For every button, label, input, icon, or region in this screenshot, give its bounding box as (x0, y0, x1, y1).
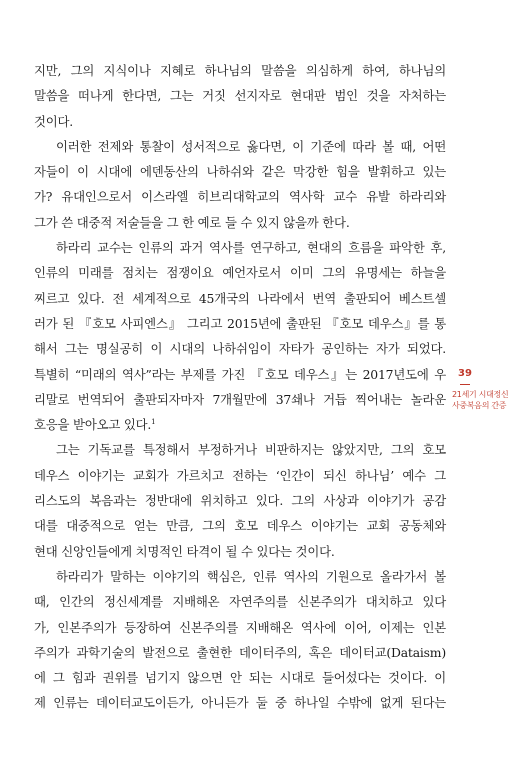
page-number: 39 (458, 368, 472, 379)
text-line: 자들이 이 시대에 에덴동산의 나하쉬와 같은 막강한 힘을 발휘하고 있는 (34, 164, 446, 180)
text-line: 에 그 힘과 권위를 넘기지 않으면 안 되는 시대로 들어섰다는 것이다. 이 (34, 670, 446, 686)
text-line: 때, 인간의 정신세계를 지배해온 자연주의를 신본주의가 대치하고 있다 (34, 594, 446, 610)
text-line: 주의가 과학기술의 발전으로 출현한 데이터주의, 혹은 데이터교(Dataism) (34, 644, 446, 660)
text-line: 하라리가 말하는 이야기의 핵심은, 인류 역사의 기원으로 올라가서 볼 (56, 568, 446, 584)
running-header-line-1: 21세기 시대정신 (452, 390, 508, 399)
text-line: 그는 기독교를 특정해서 부정하거나 비판하지는 않았지만, 그의 호모 (56, 442, 446, 458)
text-line (34, 412, 446, 437)
paragraph-3 (34, 235, 446, 437)
text-line: 특별히 “미래의 역사”라는 부제를 가진 『호모 데우스』는 2017년도에 우 (34, 366, 446, 382)
paragraph-4 (34, 437, 446, 563)
text-line: 말씀을 떠나게 한다면, 그는 거짓 선지자로 현대판 범인 것을 자처하는 (34, 88, 446, 104)
text-line: 리스도의 복음과는 정반대에 위치하고 있다. 그의 사상과 이야기가 공감 (34, 493, 446, 509)
text-line: 하라리 교수는 인류의 과거 역사를 연구하고, 현대의 흐름을 파악한 후, (56, 240, 446, 256)
text-line: 찌르고 있다. 전 세계적으로 45개국의 나라에서 번역 출판되어 베스트셀 (34, 290, 446, 306)
running-header-line-2: 사중복음의 간증 (452, 401, 507, 410)
paragraph-2 (34, 134, 446, 235)
text-line: 러가 된 『호모 사피엔스』 그리고 2015년에 출판된 『호모 데우스』를 통 (34, 315, 446, 331)
gutter-divider (460, 384, 470, 385)
side-gutter (452, 368, 508, 411)
text-line: 해서 그는 명실공히 이 시대의 나하쉬임이 자타가 공인하는 자가 되었다. (34, 341, 446, 357)
paragraph-1 (34, 58, 446, 134)
footnote-marker[interactable]: 1 (151, 418, 156, 427)
text-line: 지만, 그의 지식이나 지혜로 하나님의 말씀을 의심하게 하여, 하나님의 (34, 63, 446, 78)
text-line: 리말로 번역되어 출판되자마자 7개월만에 37쇄나 거듭 찍어내는 놀라운 (34, 391, 446, 407)
text-line: 인류의 미래를 점치는 점쟁이요 예언자로서 이미 그의 유명세는 하늘을 (34, 265, 446, 281)
text-line-content: 호응을 받아오고 있다. (34, 417, 152, 433)
text-line: 것이다. (34, 113, 74, 129)
text-line: 그가 쓴 대중적 저술들을 그 한 예로 들 수 있지 않을까 한다. (34, 214, 350, 230)
text-line: 현대 신앙인들에게 치명적인 타격이 될 수 있다는 것이다. (34, 543, 335, 559)
paragraph-5 (34, 564, 446, 716)
text-line: 가, 인본주의가 등장하여 신본주의를 지배해온 역사에 이어, 이제는 인본 (34, 619, 446, 635)
text-line: 제 인류는 데이터교도이든가, 아니든가 둘 중 하나일 수밖에 없게 된다는 (34, 695, 446, 711)
page-body (34, 58, 446, 716)
text-line: 대를 대중적으로 얻는 만큼, 그의 호모 데우스 이야기는 교회 공동체와 (34, 518, 446, 534)
text-line: 가? 유대인으로서 이스라엘 히브리대학교의 역사학 교수 유발 하라리와 (34, 189, 446, 205)
text-line: 데우스 이야기는 교회가 가르치고 전하는 ‘인간이 되신 하나님’ 예수 그 (34, 467, 446, 483)
text-line: 이러한 전제와 통찰이 성서적으로 옳다면, 이 기준에 따라 볼 때, 어떤 (56, 138, 446, 154)
